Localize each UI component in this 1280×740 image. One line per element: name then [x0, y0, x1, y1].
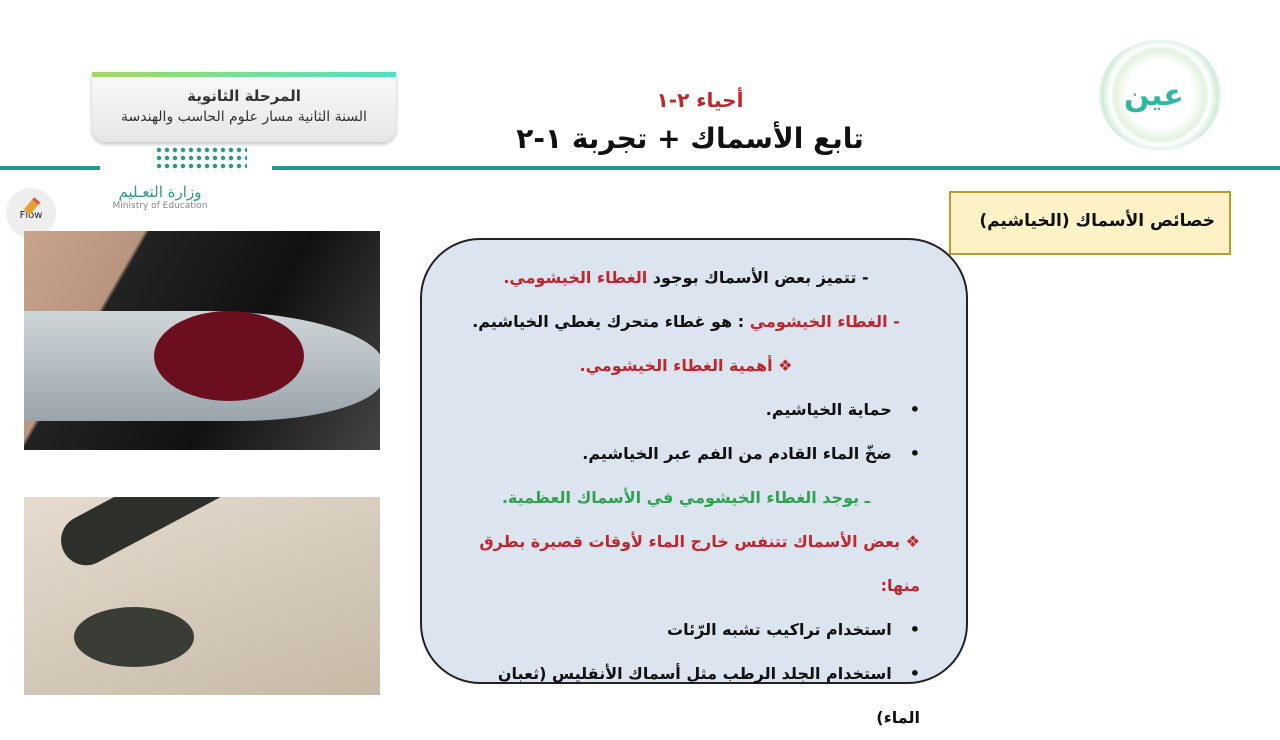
line: - الغطاء الخيشومي : هو غطاء متحرك يغطي الخياشيم.: [472, 312, 900, 331]
ministry-logo-icon: [155, 146, 247, 172]
line: ❖ أهمية الغطاء الخيشومي.: [579, 356, 793, 375]
stage-banner: [92, 72, 396, 142]
flow-label: Flow: [19, 210, 43, 221]
line: - تتميز بعض الأسماك بوجود الغطاء الخيشومي.: [503, 268, 869, 287]
line: ❖ بعض الأسماك تتنفس خارج الماء لأوقات قصيرة بطرق: [479, 532, 920, 551]
divider: [0, 166, 100, 170]
bullet: • حماية الخياشيم.: [452, 388, 920, 432]
ein-logo-text: عين: [1124, 78, 1184, 113]
ministry-en: Ministry of Education: [112, 201, 208, 211]
line: منها:: [880, 576, 920, 595]
line: ـ يوجد الغطاء الخيشومي في الأسماك العظمية.: [501, 488, 871, 507]
bullet: • ضخّ الماء القادم من الفم عبر الخياشيم.: [452, 432, 920, 476]
ministry-logo: [110, 183, 210, 211]
stage-label: المرحلة الثانوية: [187, 87, 301, 105]
content-box: [420, 238, 968, 727]
page-title: تابع الأسماك + تجربة ١-٢: [516, 122, 864, 155]
ein-logo: [1098, 40, 1222, 150]
divider: [272, 166, 1280, 170]
track-label: السنة الثانية مسار علوم الحاسب والهندسة: [121, 109, 367, 125]
ministry-ar: وزارة التعـليم: [118, 183, 202, 201]
fish-gill-image: [24, 231, 380, 450]
bullet: • استخدام تراكيب تشبه الرّئات: [452, 608, 920, 652]
bullet: • استخدام الجلد الرطب مثل أسماك الأنقليس (ثعبان الماء): [452, 652, 920, 696]
topic-tag: خصائص الأسماك (الخياشيم): [949, 191, 1231, 255]
subject-title: أحياء ٢-١: [656, 88, 744, 112]
eel-image: [24, 497, 380, 695]
